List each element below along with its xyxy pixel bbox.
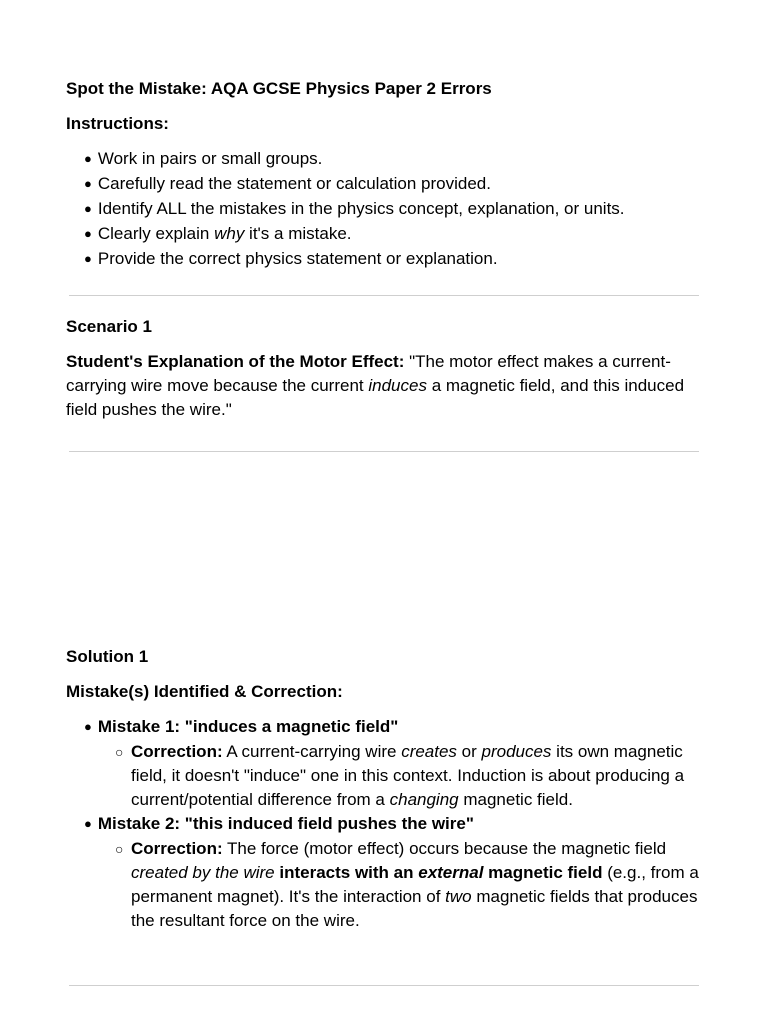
list-item: ● Carefully read the statement or calculation provided.: [84, 172, 704, 197]
correction-item: ○ Correction: A current-carrying wire creates or produces its own magnetic field, it doesn't "induce" one in this context. Induction is about producing a current/potential difference from a changing magnetic field.: [131, 740, 704, 812]
instructions-heading: Instructions:: [66, 114, 169, 133]
list-item: ● Provide the correct physics statement or explanation.: [84, 247, 704, 272]
mistake-2-corrections: [84, 837, 704, 933]
list-item: [84, 812, 704, 933]
divider: [69, 295, 699, 296]
mistakes-list: [84, 715, 704, 933]
divider: [69, 985, 699, 986]
list-item: ● Work in pairs or small groups.: [84, 147, 704, 172]
page-title: Spot the Mistake: AQA GCSE Physics Paper 2 Errors: [66, 79, 492, 98]
mistake-1-corrections: [84, 740, 704, 812]
mistake-2-label: Mistake 2: "this induced field pushes the wire": [97, 814, 474, 833]
scenario-heading: Scenario 1: [66, 317, 152, 336]
scenario-text: Student's Explanation of the Motor Effect: "The motor effect makes a current-carrying wire move because the current induces a magnetic field, and this induced field pushes the wire.": [66, 352, 685, 419]
solution-heading: Solution 1: [66, 647, 149, 666]
instructions-list: [84, 147, 704, 272]
scenario-label: Student's Explanation of the Motor Effect:: [66, 352, 405, 371]
mistake-1-label: Mistake 1: "induces a magnetic field": [97, 717, 399, 736]
correction-item: ○ Correction: The force (motor effect) occurs because the magnetic field created by the wire interacts with an external magnetic field (e.g., from a permanent magnet). It's the interaction of two magnetic fields that produces the resultant force on the wire.: [131, 837, 704, 933]
list-item: ● Identify ALL the mistakes in the physics concept, explanation, or units.: [84, 197, 704, 222]
divider: [69, 451, 699, 452]
list-item: [84, 715, 704, 812]
mistakes-subheading: Mistake(s) Identified & Correction:: [66, 682, 343, 701]
list-item: ● Clearly explain why it's a mistake.: [84, 222, 704, 247]
